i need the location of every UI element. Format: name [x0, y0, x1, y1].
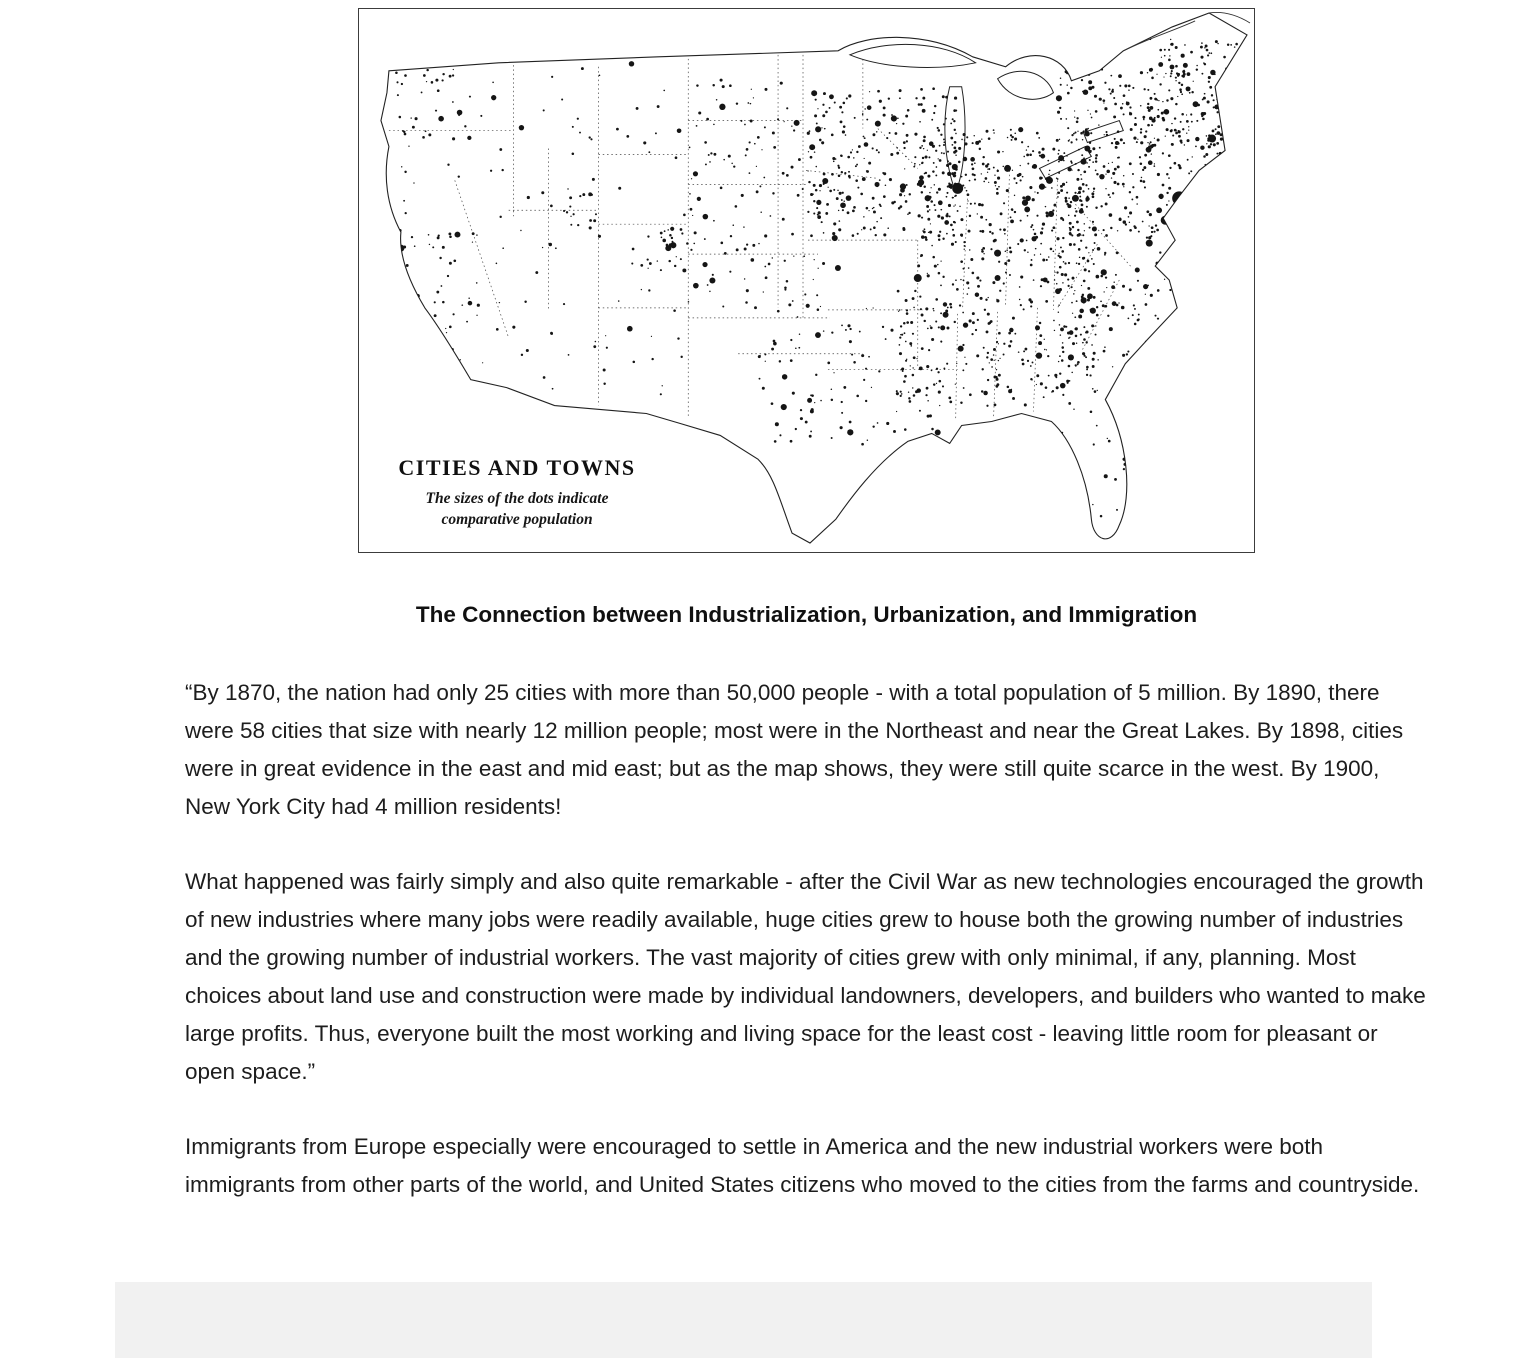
paragraph-2: What happened was fairly simply and also quite remarkable - after the Civil War as new technologies encouraged the growth of new industries where many jobs were readily available, huge cities grew to house both the growing number of industries and the growing number of industrial workers. The vast majority of cities grew with only minimal, if any, planning. Most choices about land use and construction were made by individual landowners, developers, and builders who wanted to make large profits. Thus, everyone built the most working and living space for the least cost - leaving little room for pleasant or open space.”	[185, 869, 1426, 1084]
map-legend-title: CITIES AND TOWNS	[398, 455, 636, 480]
document-body	[185, 602, 1428, 1204]
paragraph-3: Immigrants from Europe especially were encouraged to settle in America and the new industrial workers were both immigrants from other parts of the world, and United States citizens who moved to the cities from the farms and countryside.	[185, 1134, 1420, 1197]
footer-bar	[115, 1282, 1372, 1358]
document-heading: The Connection between Industrialization, Urbanization, and Immigration	[415, 602, 1198, 627]
map-legend-caption-line2: comparative population	[441, 511, 593, 528]
paragraph-1: “By 1870, the nation had only 25 cities with more than 50,000 people - with a total population of 5 million. By 1890, there were 58 cities that size with nearly 12 million people; most were in the Northeast and near the Great Lakes. By 1898, cities were in great evidence in the east and mid east; but as the map shows, they were still quite scarce in the west. By 1900, New York City had 4 million residents!	[185, 680, 1404, 819]
us-cities-map-figure	[358, 8, 1255, 553]
map-legend-caption	[379, 488, 655, 530]
map-legend	[379, 455, 655, 530]
map-legend-caption-line1: The sizes of the dots indicate	[425, 490, 609, 507]
